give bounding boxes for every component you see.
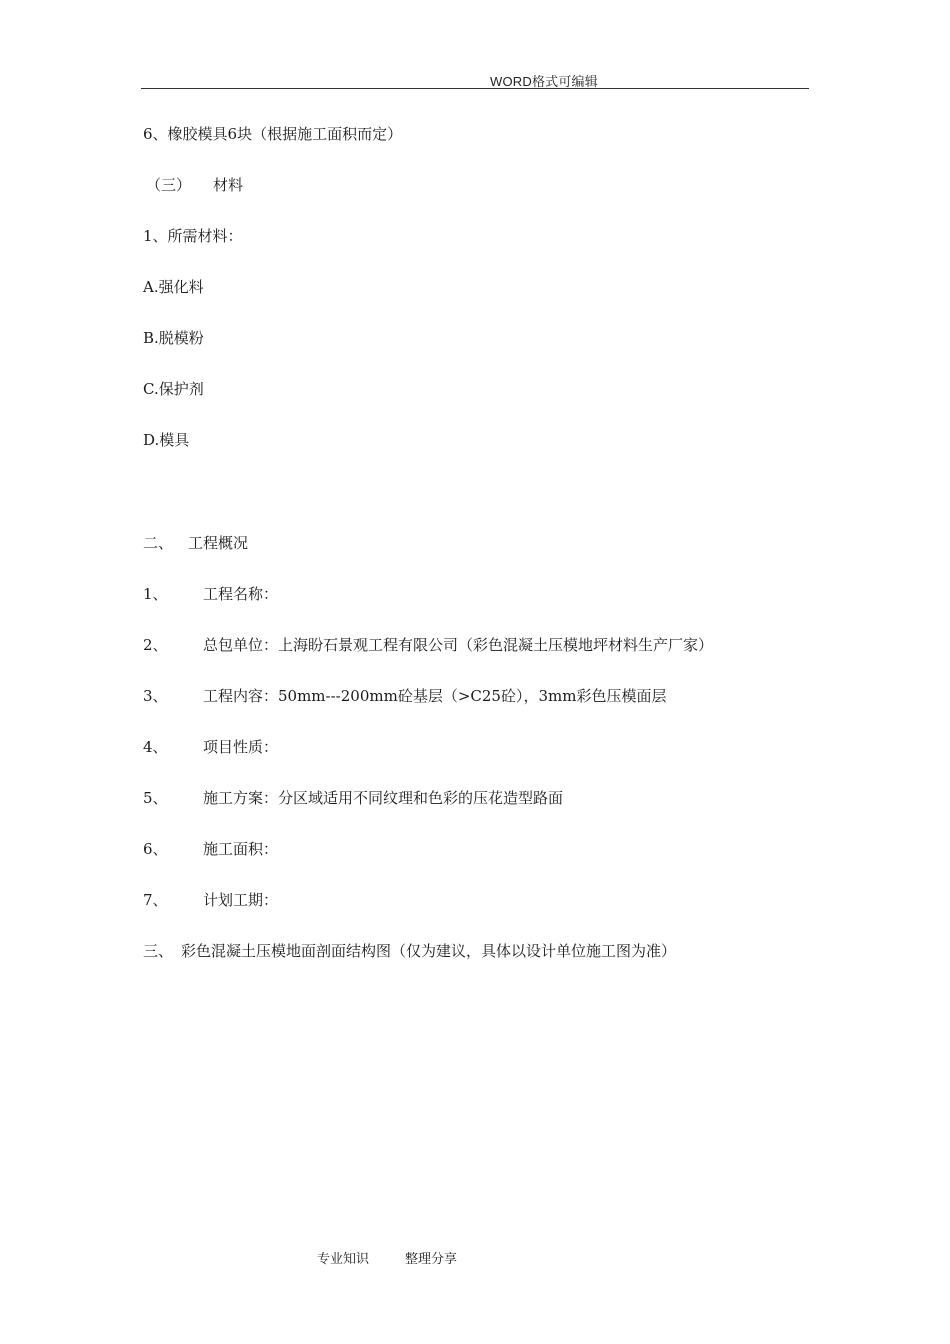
list-item-material-d: D.模具 [143,431,190,449]
list-item-text: 工程名称： [203,585,279,603]
paragraph-rubber-molds: 6、橡胶模具6块（根据施工面积而定） [143,125,403,143]
footer-right-text: 整理分享 [405,1252,458,1267]
subsection-number: （三） [146,176,192,194]
list-item-number: 2、 [143,636,168,654]
list-item-material-a: A.强化料 [143,278,204,296]
footer-left-text: 专业知识 [317,1252,370,1267]
section-number: 三、 [143,942,174,960]
section-heading-cross-section [143,941,676,961]
list-item-text: 施工面积： [203,840,279,858]
list-item-material-c: C.保护剂 [143,380,204,398]
list-item-number: 3、 [143,687,168,705]
list-item-text: 总包单位：上海盼石景观工程有限公司（彩色混凝土压模地坪材料生产厂家） [203,636,714,654]
list-item-number: 4、 [143,738,168,756]
list-item-text: 工程内容：50mm---200mm砼基层（>C25砼），3mm彩色压模面层 [203,687,667,705]
page-footer [317,1248,457,1267]
list-item-text: 计划工期： [203,891,279,909]
list-item [143,839,279,859]
list-item [143,737,279,757]
paragraph-required-materials: 1、所需材料： [143,227,243,245]
list-item [143,635,714,655]
list-item-text: 项目性质： [203,738,279,756]
section-number: 二、 [143,534,174,552]
list-item [143,788,564,808]
list-item-number: 5、 [143,789,168,807]
list-item [143,584,279,604]
section-heading-project-overview [143,533,248,553]
section-title: 工程概况 [188,534,249,552]
list-item-number: 1、 [143,585,168,603]
list-item-text: 施工方案：分区域适用不同纹理和色彩的压花造型路面 [203,789,564,807]
header-divider [141,88,809,89]
list-item [143,890,279,910]
header-text: WORD格式可编辑 [490,74,598,89]
subsection-title: 材料 [213,176,244,194]
list-item-number: 7、 [143,891,168,909]
subsection-heading-materials [146,175,243,195]
section-title: 彩色混凝土压模地面剖面结构图（仅为建议，具体以设计单位施工图为准） [181,942,677,960]
list-item-number: 6、 [143,840,168,858]
list-item [143,686,667,706]
list-item-material-b: B.脱模粉 [143,329,204,347]
